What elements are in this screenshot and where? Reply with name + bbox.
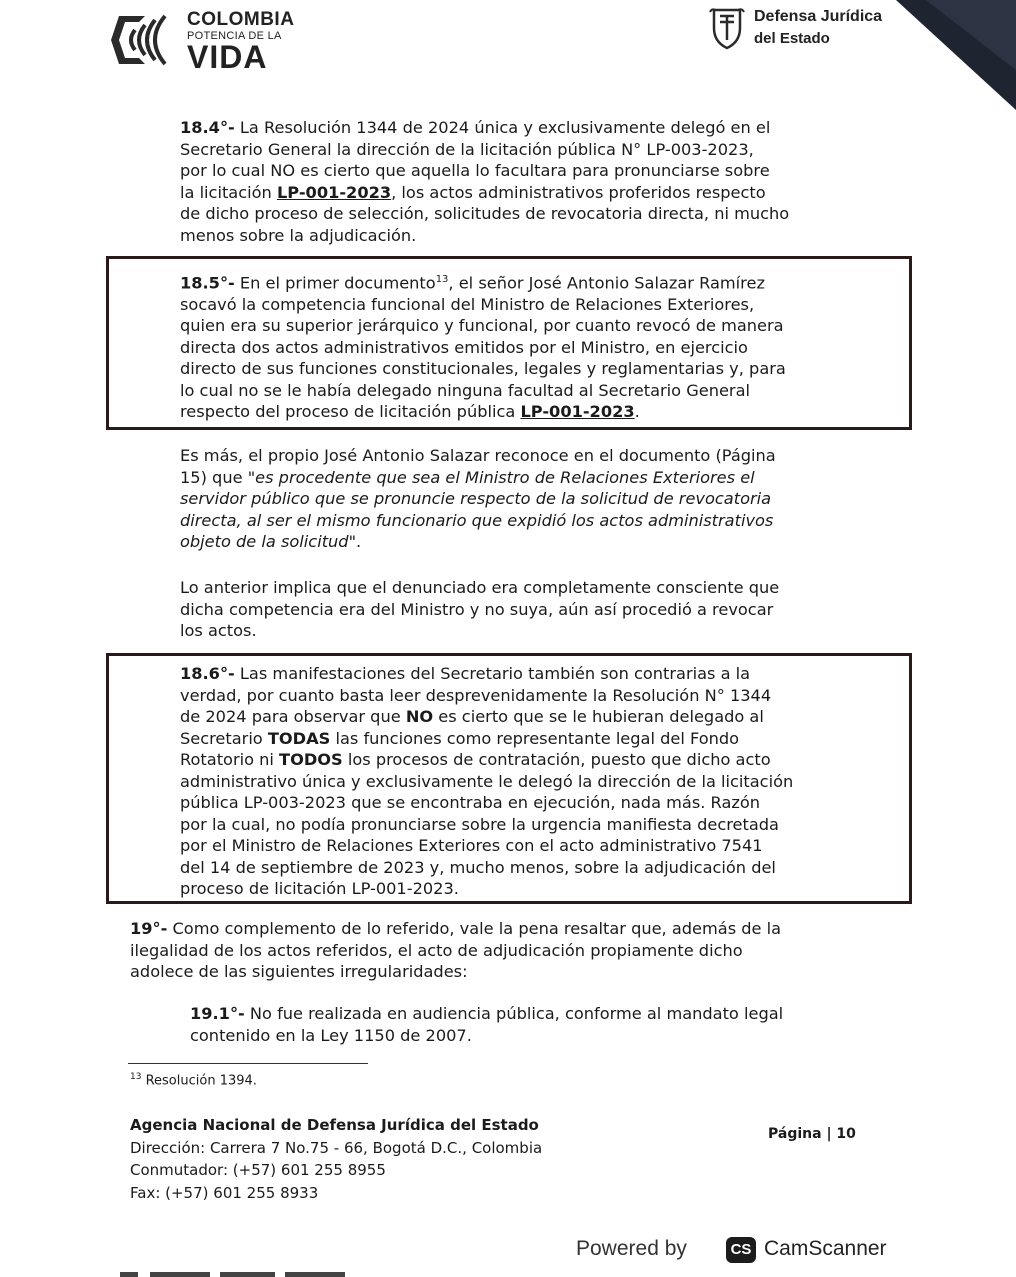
text-line: respecto del proceso de licitación pública <box>180 402 521 422</box>
text-line: es cierto que se le hubieran delegado al <box>433 707 764 726</box>
colombia-potencia-logo <box>105 8 295 75</box>
text-line: los procesos de contratación, puesto que dicho acto <box>342 750 771 769</box>
colombia-wave-icon <box>105 10 175 70</box>
text-line: administrativo única y exclusivamente le delegó la dirección de la licitación <box>180 771 794 791</box>
text-line: 15) que <box>180 467 248 487</box>
paragraph-18-6 <box>180 663 793 900</box>
logo-text-estado: del Estado <box>754 30 830 47</box>
paragraph-es-mas <box>180 445 776 553</box>
text-line: lo cual no se le había delegado ninguna facultad al Secretario General <box>180 380 751 400</box>
text-line: las funciones como representante legal del Fondo <box>330 728 740 748</box>
footnote-text: Resolución 1394. <box>141 1073 257 1089</box>
numbering-19: 19°- <box>130 919 168 938</box>
page-number: Página | 10 <box>768 1126 856 1142</box>
text-line: ilegalidad de los actos referidos, el acto de adjudicación propiamente dicho <box>130 940 743 960</box>
camscanner-brand: CamScanner <box>764 1237 887 1260</box>
text-line: , los actos administrativos proferidos respecto <box>391 182 766 202</box>
text-line: Secretario <box>180 728 268 748</box>
logo-word-potencia: POTENCIA DE LA <box>187 30 282 42</box>
paragraph-19-1 <box>190 1003 783 1046</box>
text-line: . <box>634 402 640 422</box>
numbering-18-6: 18.6°- <box>180 664 235 683</box>
text-line: de 2024 para observar que <box>180 707 406 726</box>
text-line: proceso de licitación LP-001-2023. <box>180 879 459 898</box>
text-line: Las manifestaciones del Secretario también son contrarias a la <box>234 664 751 683</box>
footnote-ref: 13 <box>435 274 449 285</box>
process-code-link: LP-001-2023 <box>520 402 635 422</box>
text-line: Rotatorio ni <box>180 750 280 769</box>
footer-fax: Fax: (+57) 601 255 8933 <box>130 1183 319 1202</box>
quote-line: objeto de la solicitud" <box>180 532 357 551</box>
footnote-number: 13 <box>130 1072 142 1082</box>
footer-phone: Conmutador: (+57) 601 255 8955 <box>130 1161 386 1179</box>
footer-agency: Agencia Nacional de Defensa Jurídica del Estado <box>130 1116 539 1134</box>
text-line: por lo cual NO es cierto que aquella lo facultara para pronunciarse sobre <box>180 161 770 180</box>
text-line: la licitación <box>180 182 277 202</box>
footer-contact <box>130 1114 542 1204</box>
quote-line: servidor público que se pronuncie respecto de la solicitud de revocatoria <box>180 489 772 508</box>
logo-word-colombia: COLOMBIA <box>187 9 295 30</box>
text-line: contenido en la Ley 1150 de 2007. <box>190 1025 472 1045</box>
emphasis-todos: TODOS <box>279 750 343 769</box>
defensa-juridica-logo <box>708 6 898 54</box>
text-line: , el señor José Antonio Salazar Ramírez <box>448 273 765 293</box>
text-line: directo de sus funciones constitucionales, legales y reglamentarias y, para <box>180 359 786 379</box>
text-line: Lo anterior implica que el denunciado era completamente consciente que <box>180 578 780 597</box>
text-line: dicha competencia era del Ministro y no suya, aún así procedió a revocar <box>180 599 774 619</box>
text-line: menos sobre la adjudicación. <box>180 225 417 245</box>
text-line: No fue realizada en audiencia pública, conforme al mandato legal <box>244 1004 784 1023</box>
powered-by-text: Powered by <box>576 1237 687 1260</box>
numbering-18-5: 18.5°- <box>180 273 235 293</box>
text-line: por el Ministro de Relaciones Exteriores con el acto administrativo 7541 <box>180 836 763 855</box>
text-line: directa dos actos administrativos emitidos por el Ministro, en ejercicio <box>180 337 748 357</box>
logo-word-vida: VIDA <box>187 39 268 75</box>
numbering-18-4: 18.4°- <box>180 118 235 137</box>
text-line: los actos. <box>180 621 257 640</box>
text-line: En el primer documento <box>234 273 436 293</box>
paragraph-19 <box>130 918 781 983</box>
text-line: quien era su superior jerárquico y funcional, por cuanto revocó de manera <box>180 316 784 336</box>
text-line: por la cual, no podía pronunciarse sobre la urgencia manifiesta decretada <box>180 814 779 834</box>
text-line: . <box>356 532 362 551</box>
text-line: socavó la competencia funcional del Ministro de Relaciones Exteriores, <box>180 294 755 314</box>
text-line: adolece de las siguientes irregularidades: <box>130 962 468 981</box>
footer-address: Dirección: Carrera 7 No.75 - 66, Bogotá D.C., Colombia <box>130 1138 543 1157</box>
paragraph-18-4 <box>180 117 789 246</box>
scan-corner-shadow <box>896 0 1016 110</box>
paragraph-18-5 <box>180 269 786 423</box>
text-line: La Resolución 1344 de 2024 única y exclusivamente delegó en el <box>234 118 771 137</box>
text-line: del 14 de septiembre de 2023 y, mucho menos, sobre la adjudicación del <box>180 857 776 877</box>
text-line: de dicho proceso de selección, solicitudes de revocatoria directa, ni mucho <box>180 204 790 223</box>
process-code-link: LP-001-2023 <box>276 182 392 202</box>
quote-line: "es procedente que sea el Ministro de Relaciones Exteriores el <box>247 467 755 487</box>
emphasis-no: NO <box>405 707 434 726</box>
footnote <box>130 1072 257 1088</box>
paragraph-lo-anterior <box>180 577 779 642</box>
text-line: pública LP-003-2023 que se encontraba en ejecución, nada más. Razón <box>180 793 761 812</box>
text-line: Es más, el propio José Antonio Salazar reconoce en el documento (Página <box>180 446 776 465</box>
camscanner-icon: CS <box>726 1237 756 1263</box>
logo-text-defensa: Defensa Jurídica <box>754 8 883 25</box>
footnote-divider <box>128 1063 368 1064</box>
text-line: Secretario General la dirección de la licitación pública N° LP-003-2023, <box>180 139 754 159</box>
emphasis-todas: TODAS <box>267 728 331 748</box>
text-line: Como complemento de lo referido, vale la pena resaltar que, además de la <box>167 919 782 938</box>
numbering-19-1: 19.1°- <box>190 1004 245 1023</box>
text-line: verdad, por cuanto basta leer desprevenidamente la Resolución N° 1344 <box>180 685 772 705</box>
coat-of-arms-icon <box>708 6 746 50</box>
quote-line: directa, al ser el mismo funcionario que expidió los actos administrativos <box>180 510 774 530</box>
cropped-text-fragment <box>120 1270 350 1277</box>
